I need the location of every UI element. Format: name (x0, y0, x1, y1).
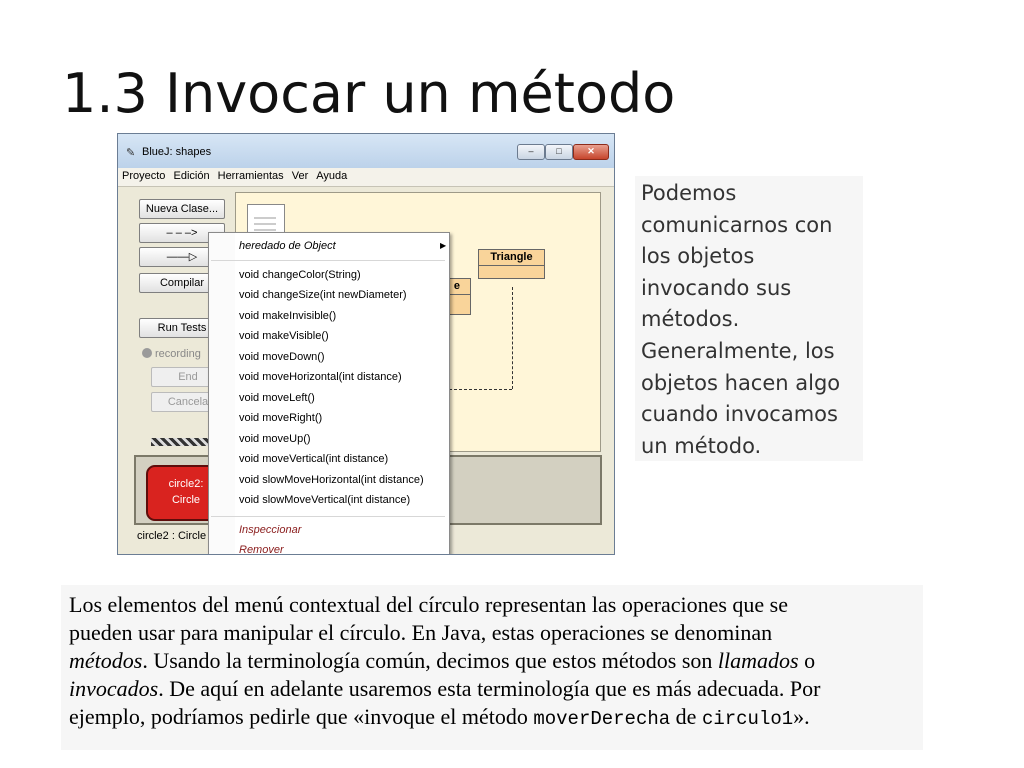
code-circulo1: circulo1 (701, 708, 794, 730)
paragraph-text: de (670, 704, 702, 729)
object-name: circle2: (168, 478, 204, 490)
inherits-arrow-button[interactable]: ——▷ (139, 247, 225, 267)
menu-item-inherited[interactable]: heredado de Object (239, 240, 336, 252)
recording-dot-icon (142, 348, 152, 358)
bluej-app-icon: ✎ (126, 147, 136, 159)
class-triangle-label: Triangle (490, 251, 533, 263)
paragraph-line (69, 676, 820, 702)
class-triangle-fields (479, 265, 544, 278)
term-metodos: métodos (69, 648, 143, 673)
side-text-line: comunicarnos con (641, 212, 833, 237)
maximize-button[interactable]: □ (545, 144, 573, 160)
paragraph-line: Los elementos del menú contextual del círculo representan las operaciones que se (69, 592, 789, 617)
side-text (635, 176, 863, 461)
menu-item-method[interactable]: void moveUp() (239, 433, 311, 445)
menu-gutter (209, 233, 235, 555)
term-invocados: invocados (69, 676, 159, 701)
new-class-button[interactable]: Nueva Clase... (139, 199, 225, 219)
submenu-arrow-icon: ▶ (440, 241, 447, 250)
side-text-line: objetos hacen algo (641, 370, 841, 395)
paragraph-line: pueden usar para manipular el círculo. En Java, estas operaciones se denominan (69, 620, 773, 645)
menu-item-method[interactable]: void moveRight() (239, 412, 323, 424)
menu-item-method[interactable]: void changeColor(String) (239, 269, 361, 281)
slide-title: 1.3 Invocar un método (62, 62, 676, 125)
side-text-line: los objetos (641, 244, 755, 269)
side-text-line: métodos. (641, 307, 740, 332)
end-button[interactable]: End (151, 367, 225, 387)
menu-item-method[interactable]: void moveHorizontal(int distance) (239, 371, 402, 383)
compile-button[interactable]: Compilar (139, 273, 225, 293)
side-text-line: invocando sus (641, 275, 792, 300)
paragraph-text: . De aquí en adelante usaremos esta terminología que es más adecuada. Por (158, 676, 821, 701)
run-tests-button[interactable]: Run Tests (139, 318, 225, 338)
context-menu (208, 232, 450, 555)
recording-indicator (142, 348, 201, 360)
class-hidden-label: e (453, 280, 460, 292)
menu-herramientas[interactable]: Herramientas (217, 170, 284, 182)
side-text-line: Podemos (641, 181, 737, 205)
class-triangle[interactable] (478, 249, 545, 279)
menu-item-method[interactable]: void moveDown() (239, 351, 325, 363)
window-title: BlueJ: shapes (142, 146, 212, 158)
menu-item-method[interactable]: void makeVisible() (239, 330, 329, 342)
window-titlebar (118, 134, 614, 168)
menu-ver[interactable]: Ver (291, 170, 309, 182)
menu-proyecto[interactable]: Proyecto (122, 170, 166, 182)
side-text-line: cuando invocamos (641, 402, 838, 427)
menu-item-inspect[interactable]: Inspeccionar (239, 524, 302, 536)
term-llamados: llamados (717, 648, 799, 673)
paragraph-text: ejemplo, podríamos pedirle que «invoque el método (69, 704, 534, 729)
paragraph-line (69, 704, 810, 730)
menu-item-method[interactable]: void slowMoveVertical(int distance) (239, 494, 411, 506)
menu-ayuda[interactable]: Ayuda (316, 170, 348, 182)
side-text-line: un método. (641, 433, 762, 458)
uses-arrow-button[interactable]: ‒ ‒ ‒> (139, 223, 225, 243)
paragraph-text: o (798, 648, 816, 673)
close-button[interactable]: ✕ (573, 144, 609, 160)
paragraph-text: . Usando la terminología común, decimos que estos métodos son (142, 648, 718, 673)
menu-item-method[interactable]: void changeSize(int newDiameter) (239, 289, 407, 301)
side-text-line: Generalmente, los (641, 338, 835, 363)
menu-edicion[interactable]: Edición (173, 170, 210, 182)
menu-item-method[interactable]: void moveVertical(int distance) (239, 453, 389, 465)
recording-label: recording (155, 348, 201, 360)
menu-item-method[interactable]: void slowMoveHorizontal(int distance) (239, 474, 424, 486)
menu-bar (118, 168, 614, 187)
code-moverDerecha: moverDerecha (533, 708, 671, 730)
status-bar: circle2 : Circle (137, 530, 207, 542)
dependency-line-vertical (512, 287, 513, 389)
menu-separator (211, 260, 445, 261)
minimize-button[interactable]: ‒ (517, 144, 545, 160)
paragraph-text: ». (793, 704, 810, 729)
menu-separator (211, 516, 445, 517)
bluej-window (117, 133, 615, 555)
menu-item-remove[interactable]: Remover (239, 544, 284, 555)
object-class: Circle (171, 494, 201, 506)
menu-item-method[interactable]: void moveLeft() (239, 392, 315, 404)
menu-item-method[interactable]: void makeInvisible() (239, 310, 337, 322)
paragraph-line (69, 648, 815, 674)
cancel-button[interactable]: Cancela (151, 392, 225, 412)
